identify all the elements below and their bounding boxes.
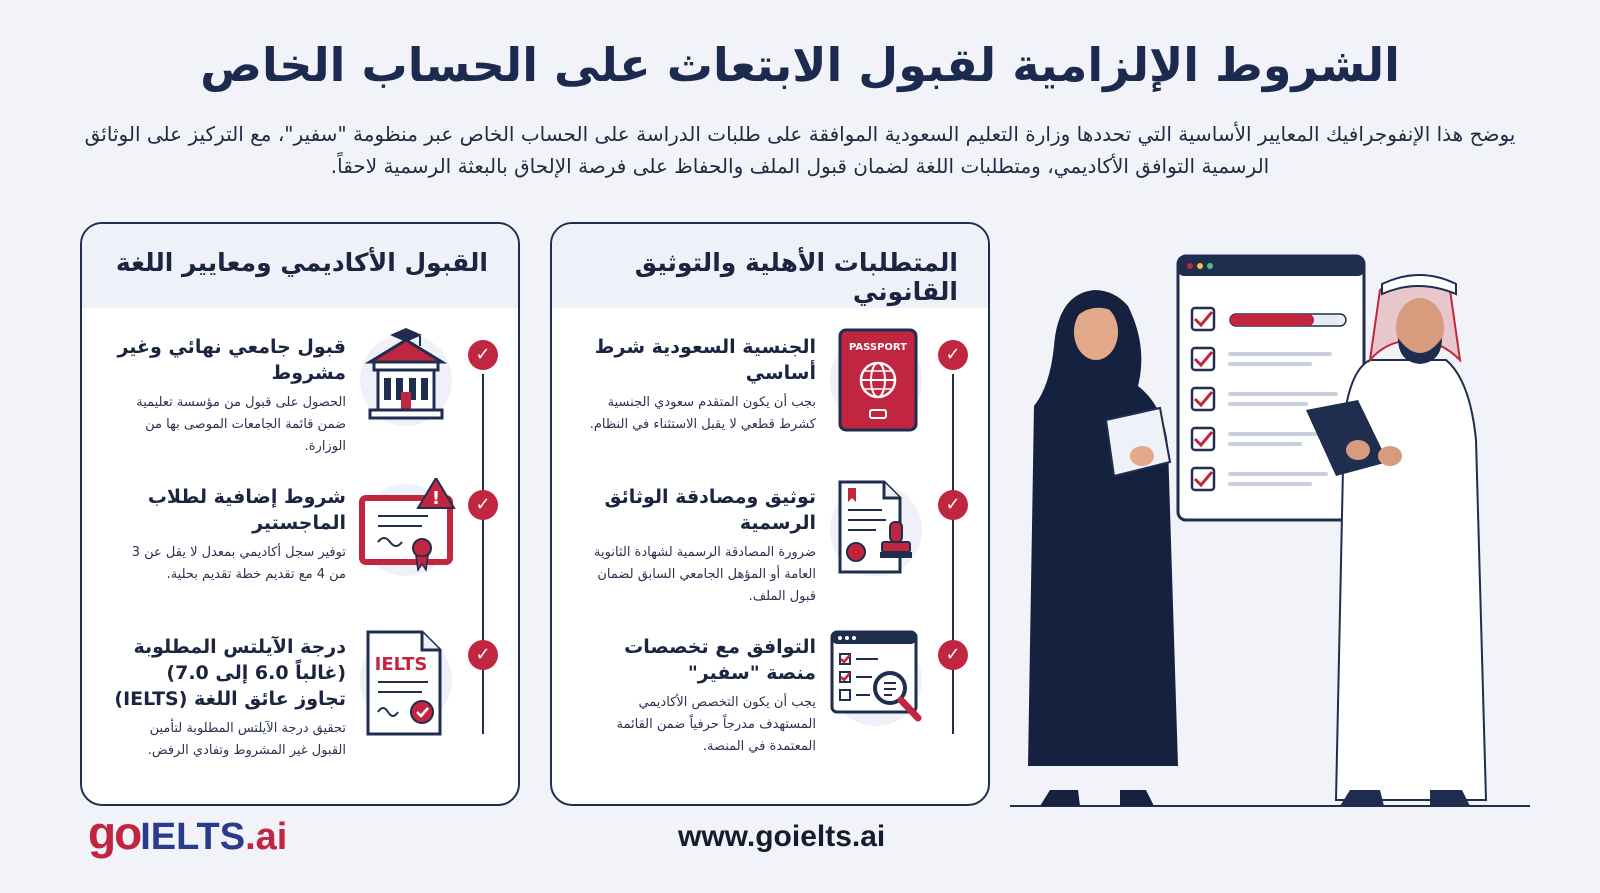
item-desc: يجب أن يكون التخصص الأكاديمي المستهدف مدرجاً حرفياً ضمن القائمة المعتمدة في المنصة.	[616, 695, 816, 754]
list-item	[552, 478, 988, 628]
list-item	[552, 328, 988, 478]
students-illustration	[1010, 250, 1530, 810]
item-title: درجة الآيلتس المطلوبة (غالباً 6.0 إلى 7.0) تجاوز عائق اللغة (IELTS)	[114, 636, 346, 710]
svg-text:!: !	[431, 488, 441, 509]
list-item	[552, 628, 988, 778]
checklist-board	[1178, 256, 1364, 520]
item-desc: الحصول على قبول من مؤسسة تعليمية ضمن قائمة الجامعات الموصى بها من الوزارة.	[136, 395, 346, 454]
university-icon	[356, 328, 456, 438]
academic-card	[80, 222, 520, 806]
item-desc: ضرورة المصادقة الرسمية لشهادة الثانوية العامة أو المؤهل الجامعي السابق لضمان قبول الملف.	[594, 545, 816, 604]
check-icon: ✓	[938, 490, 968, 520]
logo-go: go	[88, 807, 141, 859]
item-desc: بجب أن يكون المتقدم سعودي الجنسية كشرط قطعي لا يقبل الاستثناء في النظام.	[589, 395, 816, 432]
item-title: شروط إضافية لطلاب الماجستير	[147, 486, 346, 534]
item-desc: توفير سجل أكاديمي بمعدل لا يقل عن 3 من 4 مع تقديم خطة تقديم بحلية.	[131, 545, 346, 582]
page-title: الشروط الإلزامية لقبول الابتعاث على الحساب الخاص	[200, 38, 1400, 92]
check-icon: ✓	[938, 640, 968, 670]
ielts-icon-label: IELTS	[374, 654, 428, 675]
eligibility-card	[550, 222, 990, 806]
logo-ielts: IELTS	[140, 816, 246, 858]
list-item	[82, 328, 518, 478]
item-title: قبول جامعي نهائي وغير مشروط	[117, 336, 346, 384]
ielts-document-icon	[356, 628, 456, 738]
checklist-magnifier-icon	[826, 628, 926, 738]
check-icon: ✓	[468, 640, 498, 670]
check-icon: ✓	[468, 490, 498, 520]
goielts-logo[interactable]	[88, 806, 287, 860]
item-title: الجنسية السعودية شرط أساسي	[594, 336, 816, 384]
list-item	[82, 628, 518, 778]
item-desc: تحقيق درجة الآيلتس المطلوبة لتأمين القبول غير المشروط وتفادي الرفض.	[147, 721, 346, 758]
eligibility-card-title: المتطلبات الأهلية والتوثيق القانوني	[552, 224, 988, 308]
logo-ai: .ai	[245, 816, 288, 858]
item-title: توثيق ومصادقة الوثائق الرسمية	[604, 486, 816, 534]
passport-icon	[826, 328, 926, 438]
list-item	[82, 478, 518, 628]
passport-icon-label: PASSPORT	[848, 342, 908, 353]
certificate-warning-icon	[356, 478, 456, 588]
item-title: التوافق مع تخصصات منصة "سفير"	[624, 636, 816, 684]
academic-card-title: القبول الأكاديمي ومعايير اللغة	[82, 224, 518, 308]
page-subtitle: يوضح هذا الإنفوجرافيك المعايير الأساسية التي تحددها وزارة التعليم السعودية الموافقة على طلبات الدراسة على الحساب الخاص عبر منظومة "سفير"، مع التركيز على الوثائق الرسمية التوافق الأكاديمي، ومتطلبات اللغة لضمان قبول الملف والحفاظ على فرصة الإلحاق بالبعثة الرسمية لاحقاً.	[84, 122, 1516, 178]
check-icon: ✓	[938, 340, 968, 370]
stamped-document-icon	[826, 478, 926, 588]
woman-figure	[1028, 290, 1178, 806]
check-icon: ✓	[468, 340, 498, 370]
website-link[interactable]: www.goielts.ai	[678, 820, 886, 853]
